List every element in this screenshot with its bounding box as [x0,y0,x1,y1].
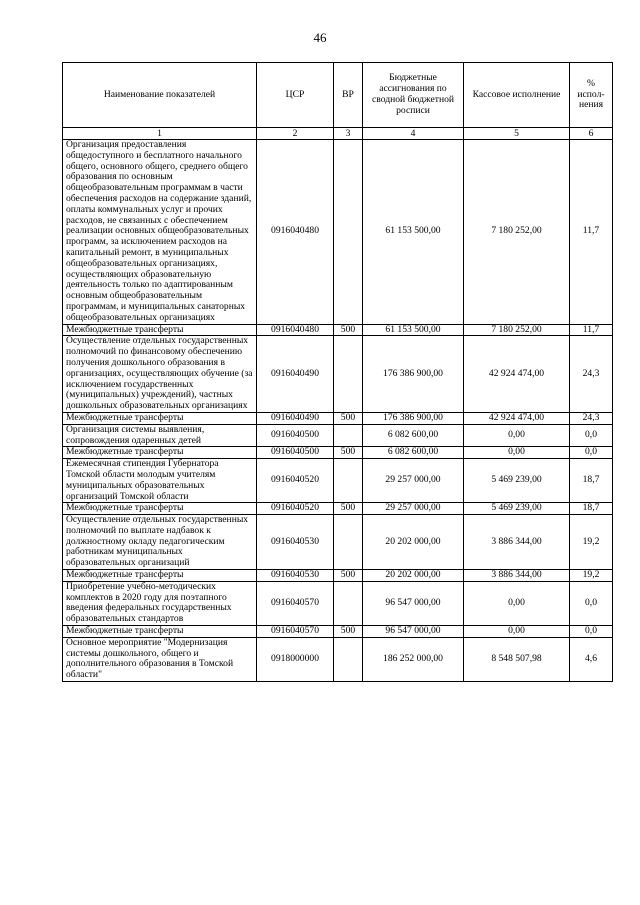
column-number: 4 [363,128,464,140]
table-row [63,424,613,447]
table-row [63,626,613,638]
row-budget: 96 547 000,00 [363,626,464,638]
row-percent: 19,2 [570,515,613,570]
row-budget: 20 202 000,00 [363,570,464,582]
row-name: Основное мероприятие "Модернизация системы дошкольного, общего и дополнительного образования в Томской области" [63,637,257,681]
column-number: 2 [257,128,334,140]
row-budget: 6 082 600,00 [363,447,464,459]
row-cash: 8 548 507,98 [464,637,570,681]
row-csr: 0916040570 [257,626,334,638]
column-number-row [63,128,613,140]
row-csr: 0918000000 [257,637,334,681]
row-name: Осуществление отдельных государственных полномочий по выплате надбавок к должностному окладу педагогическим работникам муниципальных образовательных организаций [63,515,257,570]
row-cash: 5 469 239,00 [464,503,570,515]
table-row [63,447,613,459]
row-csr: 0916040490 [257,412,334,424]
table-row [63,412,613,424]
row-name: Межбюджетные трансферты [63,570,257,582]
row-name: Приобретение учебно-методических комплектов в 2020 году для поэтапного введения федеральных государственных образовательных стандартов [63,581,257,625]
row-csr: 0916040530 [257,515,334,570]
row-cash: 3 886 344,00 [464,515,570,570]
column-number: 3 [334,128,363,140]
row-budget: 61 153 500,00 [363,140,464,325]
row-budget: 96 547 000,00 [363,581,464,625]
row-budget: 61 153 500,00 [363,324,464,336]
row-csr: 0916040570 [257,581,334,625]
table-row [63,503,613,515]
column-number: 1 [63,128,257,140]
row-budget: 176 386 900,00 [363,336,464,413]
row-budget: 29 257 000,00 [363,503,464,515]
row-vr [334,424,363,447]
row-budget: 29 257 000,00 [363,459,464,503]
row-percent: 18,7 [570,503,613,515]
row-cash: 0,00 [464,447,570,459]
table-row [63,336,613,413]
row-vr: 500 [334,570,363,582]
row-cash: 7 180 252,00 [464,140,570,325]
row-budget: 176 386 900,00 [363,412,464,424]
table-row [63,570,613,582]
table-row [63,324,613,336]
row-csr: 0916040500 [257,447,334,459]
row-cash: 42 924 474,00 [464,336,570,413]
header-csr: ЦСР [257,63,334,128]
header-name: Наименование показателей [63,63,257,128]
row-percent: 11,7 [570,140,613,325]
row-name: Межбюджетные трансферты [63,324,257,336]
table-row [63,140,613,325]
row-vr: 500 [334,324,363,336]
row-percent: 0,0 [570,424,613,447]
row-percent: 24,3 [570,336,613,413]
row-vr: 500 [334,447,363,459]
row-cash: 0,00 [464,424,570,447]
row-name: Межбюджетные трансферты [63,447,257,459]
row-name: Ежемесячная стипендия Губернатора Томской области молодым учителям муниципальных образовательных организаций Томской области [63,459,257,503]
row-percent: 0,0 [570,447,613,459]
row-cash: 0,00 [464,581,570,625]
row-name: Организация системы выявления, сопровождения одаренных детей [63,424,257,447]
row-percent: 4,6 [570,637,613,681]
table-row [63,581,613,625]
table-row [63,637,613,681]
row-vr [334,637,363,681]
row-csr: 0916040480 [257,140,334,325]
row-cash: 0,00 [464,626,570,638]
row-cash: 7 180 252,00 [464,324,570,336]
row-budget: 20 202 000,00 [363,515,464,570]
page-number: 46 [313,30,327,45]
row-name: Организация предоставления общедоступного и бесплатного начального общего, основного общего, среднего общего образования по основным общеобразовательным программам в части обеспечения расходов на содержание зданий, оплаты коммунальных услуг и прочих расходов, не связанных с обеспечением реализации основных общеобразовательных программ, за исключением расходов на капитальный ремонт, в муниципальных общеобразовательных организациях, осуществляющих образовательную деятельность только по адаптированным основным общеобразовательным программам, и муниципальных санаторных общеобразовательных организациях [63,140,257,325]
row-percent: 11,7 [570,324,613,336]
table-row [63,515,613,570]
row-vr: 500 [334,412,363,424]
row-name: Межбюджетные трансферты [63,412,257,424]
row-name: Межбюджетные трансферты [63,503,257,515]
row-cash: 5 469 239,00 [464,459,570,503]
row-percent: 24,3 [570,412,613,424]
budget-execution-table [62,62,613,682]
header-percent: % испол-нения [570,63,613,128]
row-csr: 0916040480 [257,324,334,336]
row-cash: 42 924 474,00 [464,412,570,424]
header-cash: Кассовое исполнение [464,63,570,128]
row-name: Межбюджетные трансферты [63,626,257,638]
column-number: 5 [464,128,570,140]
row-csr: 0916040490 [257,336,334,413]
row-csr: 0916040520 [257,459,334,503]
row-percent: 0,0 [570,581,613,625]
row-vr: 500 [334,503,363,515]
column-number: 6 [570,128,613,140]
header-row [63,63,613,128]
table-row [63,459,613,503]
row-csr: 0916040500 [257,424,334,447]
row-percent: 0,0 [570,626,613,638]
header-vr: ВР [334,63,363,128]
row-csr: 0916040530 [257,570,334,582]
row-vr [334,581,363,625]
header-budget: Бюджетные ассигнования по сводной бюджетной росписи [363,63,464,128]
row-budget: 186 252 000,00 [363,637,464,681]
row-name: Осуществление отдельных государственных полномочий по финансовому обеспечению получения дошкольного образования в организациях, осуществляющих обучение (за исключением государственных (муниципальных) учреждений), частных дошкольных образовательных организациях [63,336,257,413]
row-vr [334,336,363,413]
row-vr: 500 [334,626,363,638]
row-cash: 3 886 344,00 [464,570,570,582]
row-vr [334,459,363,503]
row-budget: 6 082 600,00 [363,424,464,447]
row-percent: 19,2 [570,570,613,582]
row-vr [334,140,363,325]
row-vr [334,515,363,570]
row-percent: 18,7 [570,459,613,503]
row-csr: 0916040520 [257,503,334,515]
